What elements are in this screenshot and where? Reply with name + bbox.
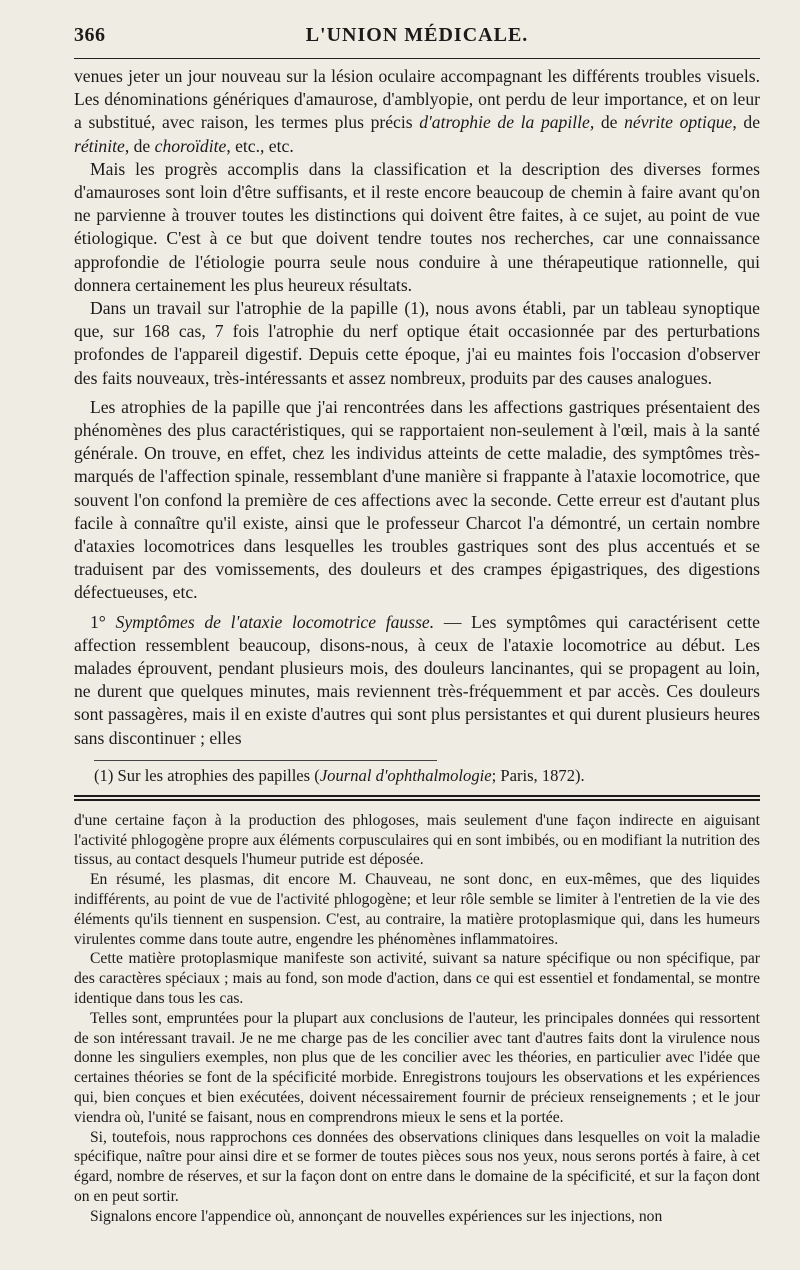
lower-paragraph-5: Si, toutefois, nous rapprochons ces données des observations cliniques dans lesquelles on voit la maladie spécifique, naître pour ainsi dire et se former de toutes pièces sous nos yeux, nous serons portés à faire, à cet égard, nombre de réserves, et sur la façon dont on entre dans le domaine de la spécificité, et sur la façon dont on en peut sortir.: [74, 1128, 760, 1206]
section-divider: [74, 795, 760, 801]
section-title: Symptômes de l'ataxie locomotrice fausse.: [115, 611, 435, 632]
section-number: 1°: [90, 611, 116, 632]
page-number: 366: [74, 24, 106, 46]
lower-paragraph-6: Signalons encore l'appendice où, annonçant de nouvelles expériences sur les injections, non: [90, 1207, 663, 1225]
lower-paragraph-1: d'une certaine façon à la production des phlogoses, mais seulement d'une façon indirecte en aiguisant l'activité phlogogène propre aux éléments corpusculaires qui en sont imbibés, ou en modifiant la nutrition des tissus, au contact desquels l'humeur putride est déposée.: [74, 811, 760, 869]
lower-paragraph-3: Cette matière protoplasmique manifeste son activité, suivant sa nature spécifique ou non spécifique, par des caractères spéciaux ; mais au fond, son mode d'action, dans ce qui est essentiel et fondamental, se montre identique dans tous les cas.: [74, 950, 760, 1008]
footnote: (1) Sur les atrophies des papilles (Journal d'ophthalmologie; Paris, 1872).: [94, 765, 585, 785]
journal-title: Journal d'ophthalmologie: [319, 765, 492, 785]
page-header: [74, 18, 760, 52]
paragraph-1: venues jeter un jour nouveau sur la lésion oculaire accompagnant les différents troubles visuels. Les dénominations génériques d'amaurose, d'amblyopie, ont perdu de leur importance, et on leur a substitué, avec raison, les termes plus précis d'atrophie de la papille, de névrite optique, de rétinite, de choroïdite, etc., etc.: [74, 66, 760, 156]
term-retinite: rétinite: [74, 135, 125, 156]
running-head: L'UNION MÉDICALE.: [305, 24, 529, 46]
upper-article: [74, 65, 760, 750]
paragraph-5: 1° Symptômes de l'ataxie locomotrice fausse. — Les symptômes qui caractérisent cette affection ressemblent beaucoup, disons-nous, à ceux de l'ataxie locomotrice au début. Les malades éprouvent, pendant plusieurs mois, des douleurs lancinantes, qui se propagent au loin, ne durent que quelques minutes, mais reviennent très-fréquemment et par accès. Ces douleurs sont passagères, mais il en existe d'autres qui sont plus persistantes et qui durent plusieurs heures sans discontinuer ; elles: [74, 611, 760, 748]
footnote-rule: [94, 760, 437, 761]
lower-paragraph-2: En résumé, les plasmas, dit encore M. Chauveau, ne sont donc, en eux-mêmes, que des liquides indifférents, au point de vue de l'activité phlogogène; et leur rôle semble se limiter à l'entretien de la vie des éléments qu'ils tiennent en suspension. C'est, au contraire, la matière protoplasmique qui, dans les humeurs virulentes comme dans toute autre, engendre les phénomènes inflammatoires.: [74, 871, 760, 948]
paragraph-2: Mais les progrès accomplis dans la classification et la description des diverses formes d'amauroses sont loin d'être suffisants, et il reste encore beaucoup de chemin à faire avant qu'on ne parvienne à trouver toutes les distinctions qui doivent être faites, à ce sujet, au point de vue étiologique. C'est à ce but que doivent tendre toutes nos recherches, car une connaissance approfondie de l'étiologie pourra seule nous conduire à une thérapeutique rationnelle, qui donnera certainement les plus heureux résultats.: [74, 158, 760, 295]
paragraph-3: Dans un travail sur l'atrophie de la papille (1), nous avons établi, par un tableau synoptique que, sur 168 cas, 7 fois l'atrophie du nerf optique était occasionnée par des perturbations profondes de l'appareil digestif. Depuis cette époque, j'ai eu maintes fois l'occasion d'observer des faits nouveaux, très-intéressants et assez nombreux, produits par des causes analogues.: [74, 298, 760, 388]
lower-paragraph-4: Telles sont, empruntées pour la plupart aux conclusions de l'auteur, les principales données qui ressortent de son intéressant travail. Je ne me charge pas de les concilier avec tant d'autres faits dont la virulence nous donne les singuliers exemples, non plus que de les concilier avec les théories, en particulier avec l'idée que certaines théories se font de la spécificité morbide. Enregistrons toujours les observations et les expériences qui, bien conçues et bien exécutées, doivent nécessairement fournir de précieux renseignements ; et le jour viendra où, l'unité se faisant, nous en comprendrons mieux le sens et la portée.: [74, 1009, 760, 1126]
term-atrophie: d'atrophie de la papille,: [419, 112, 595, 133]
term-choroidite: choroïdite: [154, 135, 227, 156]
term-nevrite: névrite optique: [624, 112, 733, 133]
paragraph-4: Les atrophies de la papille que j'ai rencontrées dans les affections gastriques présentaient des phénomènes des plus caractéristiques, qui se rapportaient non-seulement à l'œil, mais à la santé générale. On trouve, en effet, chez les individus atteints de cette maladie, des symptômes très-marqués de l'affection spinale, ressemblant d'une manière si frappante à l'ataxie locomotrice, que souvent l'on confond la première de ces affections avec la seconde. Cette erreur est d'autant plus facile à connaître qu'il existe, ainsi que le professeur Charcot l'a démontré, un certain nombre d'ataxies locomotrices dans lesquelles les troubles gastriques sont des plus accentués et se traduisent par des vomissements, des douleurs et des crampes épigastriques, des digestions défectueuses, etc.: [74, 396, 760, 603]
lower-article: [74, 811, 760, 1227]
header-rule: [74, 58, 760, 59]
